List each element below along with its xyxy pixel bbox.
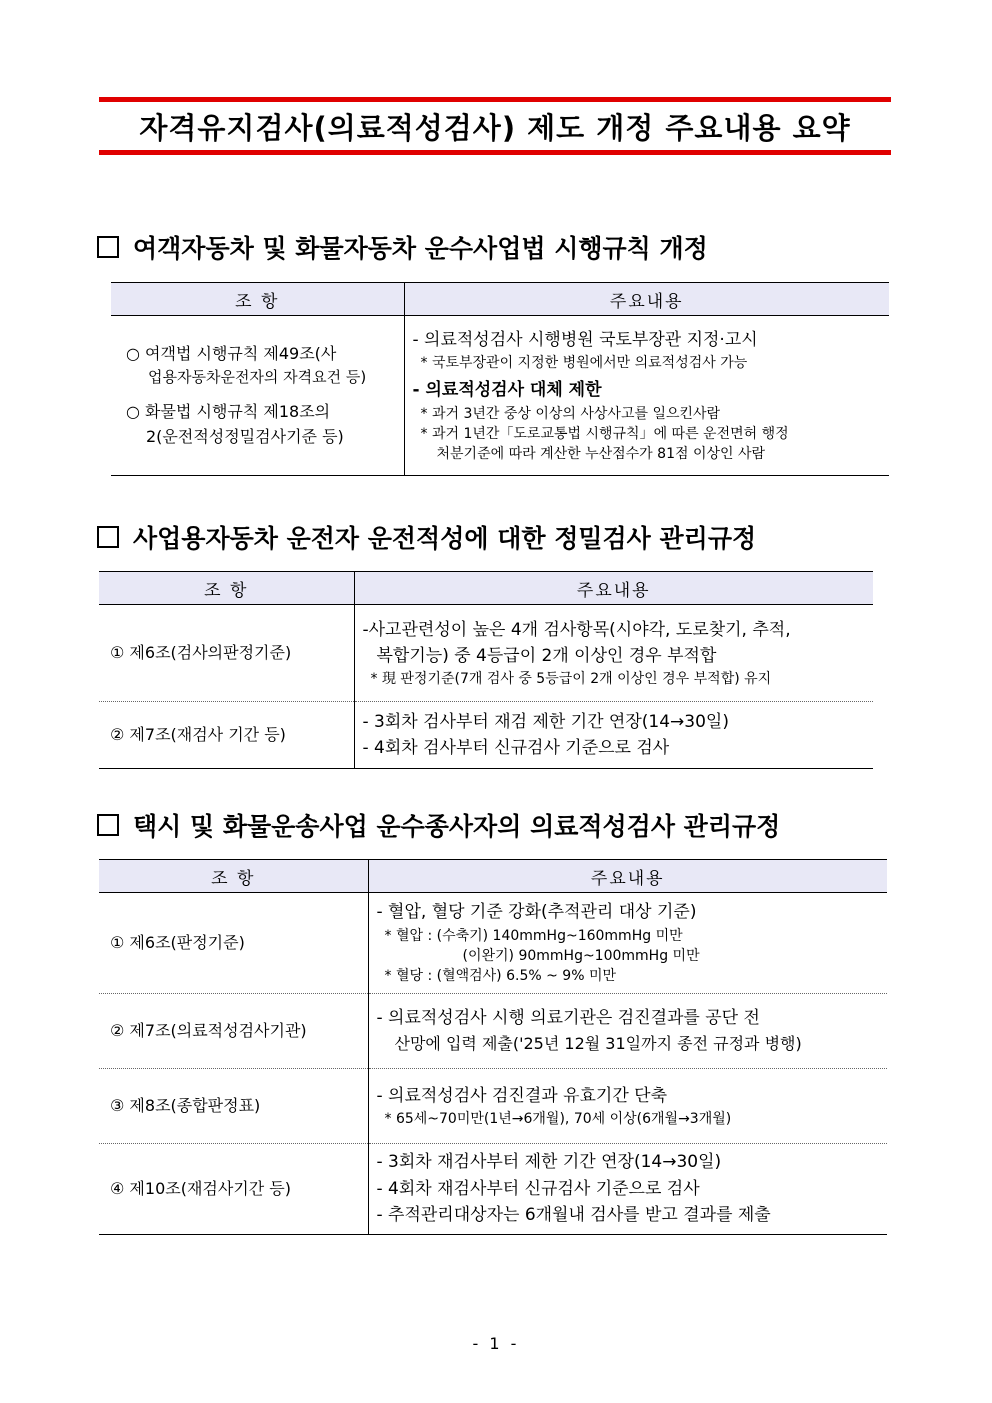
article-line: 2(운전적성정밀검사기준 등) [146, 426, 344, 446]
section-2-table [99, 571, 873, 769]
table-row [111, 316, 889, 476]
table-row [99, 893, 887, 994]
article-text: ① 제6조(검사의판정기준) [110, 643, 292, 663]
content-note: * 과거 1년간「도로교통법 시행규칙」에 따른 운전면허 행정 [420, 425, 789, 442]
table-header-row [99, 572, 873, 605]
article-cell [111, 316, 404, 476]
content-cell [368, 1069, 887, 1144]
content-note: * 65세~70미만(1년→6개월), 70세 이상(6개월→3개월) [384, 1111, 732, 1128]
section-1-table [111, 282, 889, 476]
table-row [99, 605, 873, 702]
article-cell [99, 893, 368, 994]
article-line: ○ 화물법 시행규칙 제18조의 [126, 401, 331, 421]
content-line: - 4회차 재검사부터 신규검사 기준으로 검사 [376, 1178, 700, 1199]
content-line: - 의료적성검사 대체 제한 [412, 380, 602, 401]
header-article: 조 항 [99, 860, 368, 893]
content-note: * 現 판정기준(7개 검사 중 5등급이 2개 이상인 경우 부적합) 유지 [370, 671, 772, 688]
content-line: - 3회차 재검사부터 제한 기간 연장(14→30일) [376, 1152, 722, 1173]
content-line: - 추적관리대상자는 6개월내 검사를 받고 결과를 제출 [376, 1205, 771, 1226]
content-cell [354, 605, 873, 702]
content-line: - 의료적성검사 검진결과 유효기간 단축 [376, 1085, 668, 1106]
table-header-row [111, 283, 889, 316]
section-3-heading [97, 807, 780, 843]
content-line: - 혈압, 혈당 기준 강화(추적관리 대상 기준) [376, 902, 697, 923]
content-line: -사고관련성이 높은 4개 검사항목(시야각, 도로찾기, 추적, [362, 619, 791, 640]
section-3-heading-text: 택시 및 화물운송사업 운수종사자의 의료적성검사 관리규정 [133, 812, 781, 841]
header-article: 조 항 [111, 283, 404, 316]
article-text: ② 제7조(재검사 기간 등) [110, 725, 286, 745]
header-content: 주요내용 [404, 283, 889, 316]
section-1-heading [97, 229, 708, 265]
content-note: * 과거 3년간 중상 이상의 사상사고를 일으킨사람 [420, 405, 721, 422]
article-line: ○ 여객법 시행규칙 제49조(사 [126, 343, 337, 363]
article-cell [99, 994, 368, 1069]
content-note: (이완기) 90mmHg~100mmHg 미만 [462, 948, 700, 965]
article-cell [99, 1069, 368, 1144]
header-article: 조 항 [99, 572, 354, 605]
content-line: - 의료적성검사 시행 의료기관은 검진결과를 공단 전 [376, 1008, 760, 1029]
content-line: 복합기능) 중 4등급이 2개 이상인 경우 부적합 [376, 645, 717, 666]
checkbox-square-icon [97, 236, 119, 258]
document-title: 자격유지검사(의료적성검사) 제도 개정 주요내용 요약 [139, 110, 851, 145]
section-2-heading-text: 사업용자동차 운전자 운전적성에 대한 정밀검사 관리규정 [133, 524, 757, 553]
content-cell [404, 316, 889, 476]
article-text: ① 제6조(판정기준) [110, 933, 245, 953]
page-number: - 1 - [472, 1334, 520, 1353]
article-text: ③ 제8조(종합판정표) [110, 1096, 261, 1116]
article-cell [99, 1144, 368, 1235]
content-cell [368, 1144, 887, 1235]
article-text: ④ 제10조(재검사기간 등) [110, 1179, 292, 1199]
section-3-table [99, 859, 887, 1235]
section-1-heading-text: 여객자동차 및 화물자동차 운수사업법 시행규칙 개정 [133, 234, 708, 263]
table-row [99, 1144, 887, 1235]
content-note: * 혈당 : (혈액검사) 6.5% ~ 9% 미만 [384, 968, 616, 985]
content-line: - 의료적성검사 시행병원 국토부장관 지정·고시 [412, 329, 758, 350]
content-cell [368, 994, 887, 1069]
header-content: 주요내용 [354, 572, 873, 605]
article-line: 업용자동차운전자의 자격요건 등) [148, 368, 367, 387]
content-note: * 혈압 : (수축기) 140mmHg~160mmHg 미만 [384, 927, 683, 944]
content-line: - 3회차 검사부터 재검 제한 기간 연장(14→30일) [362, 711, 729, 732]
content-cell [354, 702, 873, 769]
document-title-box [99, 97, 891, 155]
content-note: 처분기준에 따라 계산한 누산점수가 81점 이상인 사람 [436, 446, 766, 463]
content-line: 산망에 입력 제출('25년 12월 31일까지 종전 규정과 병행) [394, 1033, 802, 1053]
content-line: - 4회차 검사부터 신규검사 기준으로 검사 [362, 738, 670, 758]
checkbox-square-icon [97, 814, 119, 836]
article-cell [99, 702, 354, 769]
table-row [99, 994, 887, 1069]
article-cell [99, 605, 354, 702]
checkbox-square-icon [97, 526, 119, 548]
table-row [99, 702, 873, 769]
content-cell [368, 893, 887, 994]
header-content: 주요내용 [368, 860, 887, 893]
table-header-row [99, 860, 887, 893]
table-row [99, 1069, 887, 1144]
content-note: * 국토부장관이 지정한 병원에서만 의료적성검사 가능 [420, 354, 748, 371]
article-text: ② 제7조(의료적성검사기관) [110, 1021, 307, 1041]
section-2-heading [97, 519, 756, 555]
